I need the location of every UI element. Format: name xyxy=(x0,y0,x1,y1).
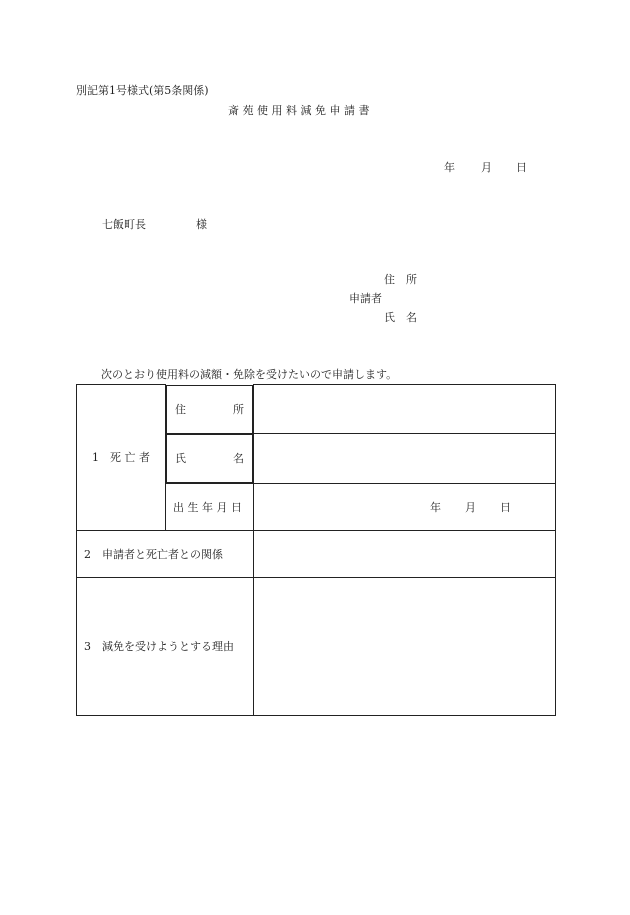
document-title: 斎 苑 使 用 料 減 免 申 請 書 xyxy=(228,104,370,117)
table-row xyxy=(77,530,556,577)
form-number: 別記第1号様式(第5条関係) xyxy=(76,84,209,97)
deceased-name-label xyxy=(166,434,253,483)
applicant-address-label: 住 所 xyxy=(384,273,417,286)
application-table xyxy=(76,384,556,716)
reason-label: 3 減免を受けようとする理由 xyxy=(77,577,254,715)
birth-day-label: 日 xyxy=(500,500,511,514)
deceased-name-field[interactable] xyxy=(254,434,556,484)
date-day-label: 日 xyxy=(516,161,527,174)
relation-field[interactable] xyxy=(254,530,556,577)
birth-date-units xyxy=(254,499,555,515)
addressee-name: 七飯町長 xyxy=(102,218,146,231)
intro-sentence: 次のとおり使用料の減額・免除を受けたいので申請します。 xyxy=(101,368,398,381)
reason-field[interactable] xyxy=(254,577,556,715)
deceased-address-field[interactable] xyxy=(254,385,556,434)
birth-date-label: 出 生 年 月 日 xyxy=(166,483,254,530)
table-row xyxy=(77,385,556,434)
relation-label: 2 申請者と死亡者との関係 xyxy=(77,530,254,577)
label-part: 氏 xyxy=(175,452,186,465)
applicant-name-label: 氏 名 xyxy=(384,311,417,324)
label-part: 住 xyxy=(175,403,186,416)
date-year-label: 年 xyxy=(444,161,455,174)
birth-year-label: 年 xyxy=(430,500,441,514)
birth-month-label: 月 xyxy=(465,500,476,514)
applicant-role-label: 申請者 xyxy=(349,292,382,305)
addressee-honorific: 様 xyxy=(196,218,207,231)
date-month-label: 月 xyxy=(481,161,492,174)
birth-date-field[interactable] xyxy=(254,483,556,530)
label-part: 名 xyxy=(233,452,244,465)
table-row xyxy=(77,577,556,715)
deceased-label: 1 死 亡 者 xyxy=(77,385,166,531)
label-part: 所 xyxy=(233,403,244,416)
deceased-address-label xyxy=(166,385,253,434)
